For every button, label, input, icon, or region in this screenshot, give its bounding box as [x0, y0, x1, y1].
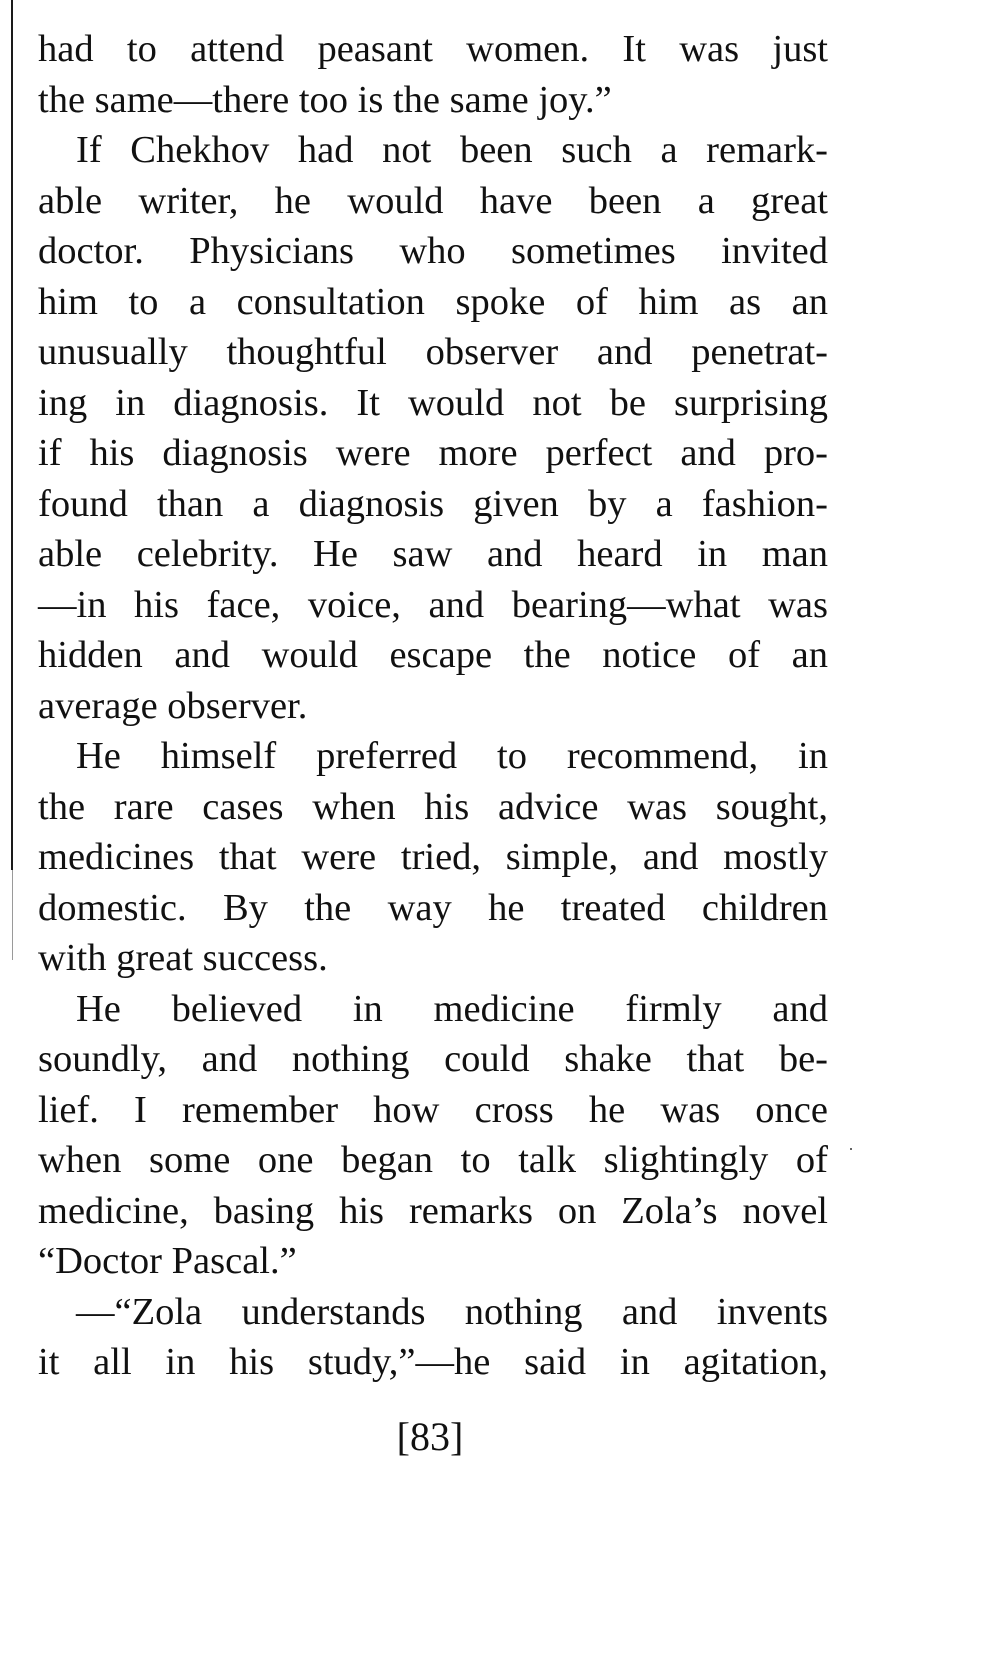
paragraph: [38, 984, 828, 1287]
page-number: [83]: [396, 1414, 464, 1459]
page-body-text: [38, 24, 828, 1388]
text-line: unusually thoughtful observer and penetrat-: [38, 331, 828, 373]
text-line: doctor. Physicians who sometimes invited: [38, 230, 828, 272]
text-line: medicine, basing his remarks on Zola’s novel: [38, 1189, 828, 1232]
text-line: him to a consultation spoke of him as an: [38, 280, 828, 323]
text-line: domestic. By the way he treated children: [38, 886, 828, 929]
text-line: He believed in medicine firmly and: [76, 987, 828, 1030]
scan-speck: [850, 1148, 852, 1150]
left-margin-rule: [11, 0, 13, 870]
text-line: hidden and would escape the notice of an: [38, 634, 828, 676]
text-line: if his diagnosis were more perfect and pro-: [38, 432, 828, 474]
paragraph: [38, 24, 828, 125]
text-line: able celebrity. He saw and heard in man: [38, 533, 828, 575]
text-line: average observer.: [38, 684, 308, 727]
text-line: He himself preferred to recommend, in: [76, 735, 828, 777]
text-line: it all in his study,”—he said in agitation,: [38, 1341, 828, 1383]
text-line: lief. I remember how cross he was once: [38, 1088, 828, 1131]
text-line: when some one began to talk slightingly of: [38, 1139, 828, 1181]
text-line: found than a diagnosis given by a fashion-: [38, 482, 828, 525]
text-line: If Chekhov had not been such a remark-: [76, 129, 828, 171]
text-line: ing in diagnosis. It would not be surprising: [38, 381, 828, 424]
text-line: medicines that were tried, simple, and mostly: [38, 836, 828, 878]
text-line: the same—there too is the same joy.”: [38, 78, 612, 121]
text-line: had to attend peasant women. It was just: [38, 28, 828, 70]
text-line: —“Zola understands nothing and invents: [76, 1290, 828, 1333]
text-line: able writer, he would have been a great: [38, 179, 828, 222]
paragraph: [38, 731, 828, 984]
text-line: the rare cases when his advice was sought,: [38, 785, 828, 828]
paragraph: [38, 1287, 828, 1388]
left-margin-rule-faint: [12, 870, 13, 960]
text-line: soundly, and nothing could shake that be-: [38, 1038, 828, 1080]
paragraph: [38, 125, 828, 731]
text-line: “Doctor Pascal.”: [38, 1240, 297, 1282]
text-line: with great success.: [38, 937, 328, 979]
text-line: —in his face, voice, and bearing—what was: [38, 583, 828, 626]
